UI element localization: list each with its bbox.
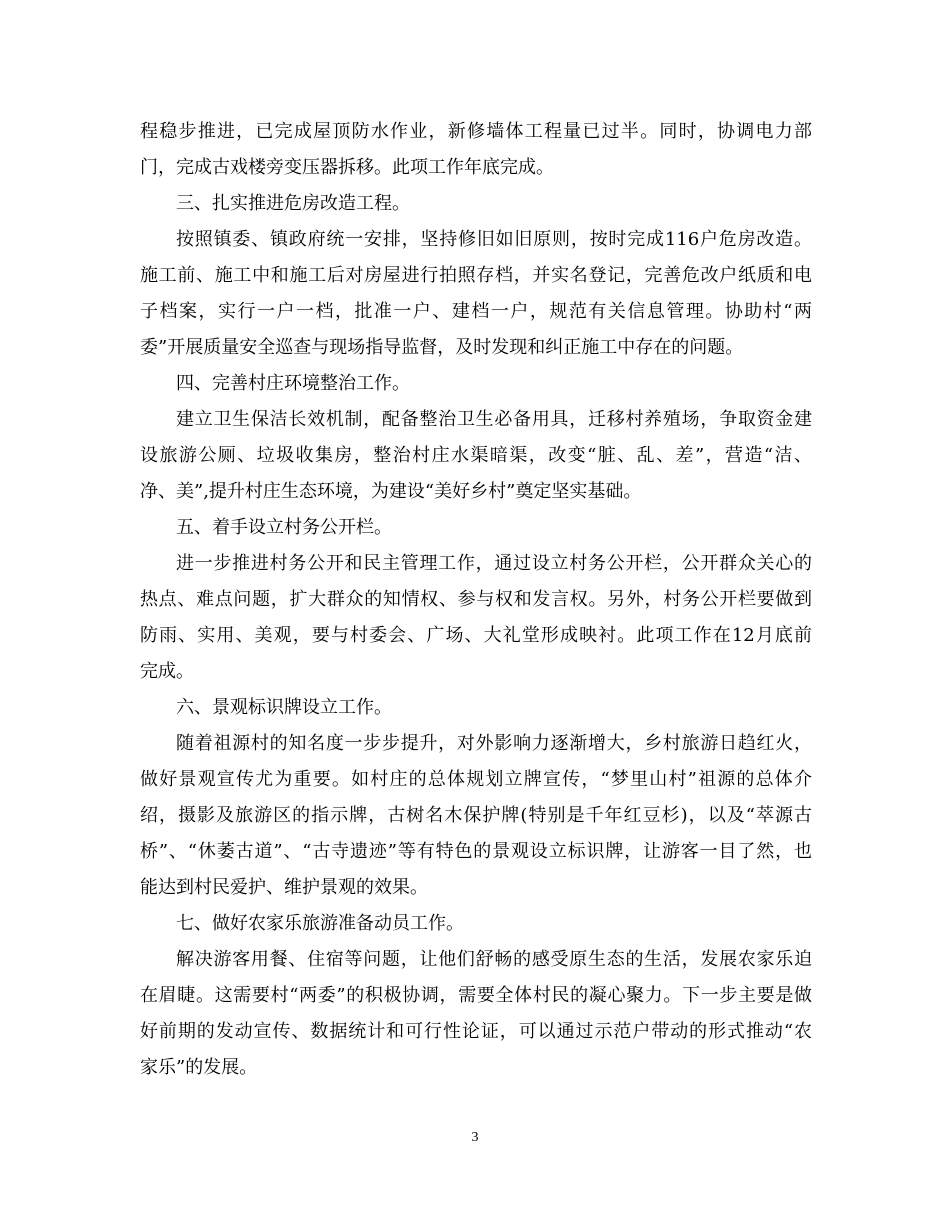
body-paragraph xyxy=(140,726,812,906)
text-line: 桥”、“休萎古道”、“古寺遗迹”等有特色的景观设立标识牌，让游客一目了然，也 xyxy=(140,841,812,862)
text-line: 委”开展质量安全巡查与现场指导监督，及时发现和纠正施工中存在的问题。 xyxy=(140,337,744,358)
text-line: 完成。 xyxy=(140,661,194,682)
document-body xyxy=(140,114,812,1086)
continuation-paragraph xyxy=(140,114,812,186)
text-line: 子档案，实行一户一档，批准一户、建档一户，规范有关信息管理。协助村“两 xyxy=(140,301,812,322)
text-line: 随着祖源村的知名度一步步提升，对外影响力逐渐增大，乡村旅游日趋红火， xyxy=(176,733,812,754)
text-line: 门，完成古戏楼旁变压器拆移。此项工作年底完成。 xyxy=(140,157,554,178)
text-line: 能达到村民爱护、维护景观的效果。 xyxy=(140,877,428,898)
section-heading xyxy=(140,690,812,726)
body-paragraph xyxy=(140,942,812,1086)
text-line: 好前期的发动宣传、数据统计和可行性论证，可以通过示范户带动的形式推动“农 xyxy=(140,1021,812,1042)
section-heading xyxy=(140,186,812,222)
text-line: 解决游客用餐、住宿等问题，让他们舒畅的感受原生态的生活，发展农家乐迫 xyxy=(176,949,812,970)
body-paragraph xyxy=(140,222,812,366)
text-line: 设旅游公厕、垃圾收集房，整治村庄水渠暗渠，改变“脏、乱、差”，营造“洁、 xyxy=(140,445,812,466)
body-paragraph xyxy=(140,546,812,690)
text-line: 在眉睫。这需要村“两委”的积极协调，需要全体村民的凝心聚力。下一步主要是做 xyxy=(140,985,812,1006)
text-line: 七、做好农家乐旅游准备动员工作。 xyxy=(176,913,464,934)
text-line: 五、着手设立村务公开栏。 xyxy=(176,517,392,538)
text-line: 防雨、实用、美观，要与村委会、广场、大礼堂形成映衬。此项工作在12月底前 xyxy=(140,625,812,646)
text-line: 进一步推进村务公开和民主管理工作，通过设立村务公开栏，公开群众关心的 xyxy=(176,553,812,574)
text-line: 四、完善村庄环境整治工作。 xyxy=(176,373,410,394)
text-line: 做好景观宣传尤为重要。如村庄的总体规划立牌宣传，“梦里山村”祖源的总体介 xyxy=(140,769,812,790)
text-line: 家乐”的发展。 xyxy=(140,1057,258,1078)
body-paragraph xyxy=(140,402,812,510)
text-line: 六、景观标识牌设立工作。 xyxy=(176,697,392,718)
text-line: 热点、难点问题，扩大群众的知情权、参与权和发言权。另外，村务公开栏要做到 xyxy=(140,589,812,610)
text-line: 绍，摄影及旅游区的指示牌，古树名木保护牌(特别是千年红豆杉)，以及“萃源古 xyxy=(140,805,812,826)
text-line: 程稳步推进，已完成屋顶防水作业，新修墙体工程量已过半。同时，协调电力部 xyxy=(140,121,812,142)
text-line: 施工前、施工中和施工后对房屋进行拍照存档，并实名登记，完善危改户纸质和电 xyxy=(140,265,812,286)
section-heading xyxy=(140,510,812,546)
text-line: 按照镇委、镇政府统一安排，坚持修旧如旧原则，按时完成116户危房改造。 xyxy=(176,229,812,250)
section-heading xyxy=(140,906,812,942)
section-heading xyxy=(140,366,812,402)
text-line: 建立卫生保洁长效机制，配备整治卫生必备用具，迁移村养殖场，争取资金建 xyxy=(176,409,812,430)
page-number: 3 xyxy=(471,1130,479,1145)
text-line: 三、扎实推进危房改造工程。 xyxy=(176,193,410,214)
text-line: 净、美”,提升村庄生态环境，为建设“美好乡村”奠定坚实基础。 xyxy=(140,481,642,502)
